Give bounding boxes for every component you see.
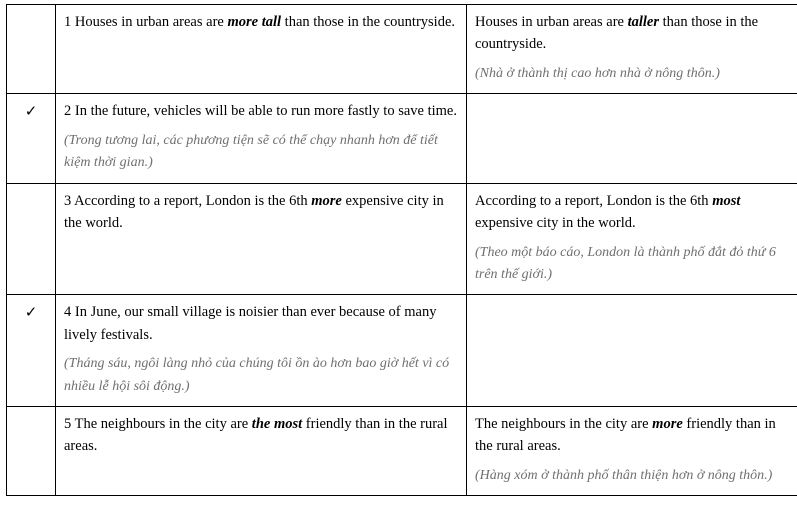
corrected-sentence	[475, 11, 793, 56]
vietnamese-translation: (Trong tương lai, các phương tiện sẽ có thể chạy nhanh hơn để tiết kiệm thời gian.)	[64, 130, 458, 175]
item-number: 5	[64, 416, 71, 432]
item-number: 4	[64, 304, 71, 320]
checkbox-cell[interactable]	[7, 407, 56, 496]
sentence-emphasis: taller	[628, 14, 659, 30]
sentence-emphasis: most	[712, 193, 740, 209]
table-row	[7, 183, 797, 295]
sentence-post: friendly than in the rural areas.	[64, 416, 448, 454]
original-sentence	[64, 100, 458, 122]
corrected-sentence-cell	[467, 5, 797, 94]
sentence-emphasis: the most	[252, 416, 302, 432]
vietnamese-translation: (Hàng xóm ở thành phố thân thiện hơn ở nông thôn.)	[475, 465, 793, 487]
item-number: 3	[64, 193, 71, 209]
sentence-pre: Houses in urban areas are	[475, 14, 628, 30]
sentence-post: than those in the countryside.	[281, 14, 455, 30]
vietnamese-translation: (Tháng sáu, ngôi làng nhỏ của chúng tôi ồn ào hơn bao giờ hết vì có nhiều lễ hội sôi động.)	[64, 353, 458, 398]
original-sentence	[64, 190, 458, 235]
sentence-emphasis: more	[311, 193, 342, 209]
sentence-emphasis: more tall	[227, 14, 281, 30]
sentence-post: expensive city in the world.	[64, 193, 444, 231]
corrected-sentence-cell	[467, 183, 797, 295]
checkbox-cell[interactable]	[7, 183, 56, 295]
sentence-pre: In the future, vehicles will be able to run more fastly to save time.	[75, 103, 457, 119]
original-sentence-cell	[56, 407, 467, 496]
table-row	[7, 5, 797, 94]
vietnamese-translation: (Theo một báo cáo, London là thành phố đắt đỏ thứ 6 trên thế giới.)	[475, 242, 793, 287]
check-icon: ✓	[25, 100, 38, 123]
table-row	[7, 295, 797, 407]
sentence-pre: The neighbours in the city are	[75, 416, 252, 432]
original-sentence	[64, 301, 458, 346]
sentence-pre: Houses in urban areas are	[75, 14, 228, 30]
corrected-sentence	[475, 190, 793, 235]
sentence-post: than those in the countryside.	[475, 14, 758, 52]
checkbox-cell[interactable]	[7, 94, 56, 183]
sentence-pre: According to a report, London is the 6th	[475, 193, 712, 209]
exercise-table	[6, 4, 797, 496]
sentence-post: friendly than in the rural areas.	[475, 416, 776, 454]
corrected-sentence-cell	[467, 295, 797, 407]
corrected-sentence-cell	[467, 94, 797, 183]
original-sentence-cell	[56, 5, 467, 94]
checkbox-cell[interactable]	[7, 5, 56, 94]
sentence-pre: According to a report, London is the 6th	[74, 193, 311, 209]
corrected-sentence-cell	[467, 407, 797, 496]
table-row	[7, 407, 797, 496]
check-icon: ✓	[25, 301, 38, 324]
vietnamese-translation: (Nhà ở thành thị cao hơn nhà ở nông thôn.)	[475, 63, 793, 85]
original-sentence	[64, 413, 458, 458]
original-sentence-cell	[56, 295, 467, 407]
item-number: 2	[64, 103, 71, 119]
checkbox-cell[interactable]	[7, 295, 56, 407]
table-row	[7, 94, 797, 183]
sentence-post: expensive city in the world.	[475, 215, 636, 231]
sentence-emphasis: more	[652, 416, 683, 432]
original-sentence-cell	[56, 183, 467, 295]
document-page	[0, 4, 797, 525]
item-number: 1	[64, 14, 71, 30]
corrected-sentence	[475, 413, 793, 458]
original-sentence-cell	[56, 94, 467, 183]
original-sentence	[64, 11, 458, 33]
sentence-pre: In June, our small village is noisier than ever because of many lively festivals.	[64, 304, 436, 342]
sentence-pre: The neighbours in the city are	[475, 416, 652, 432]
